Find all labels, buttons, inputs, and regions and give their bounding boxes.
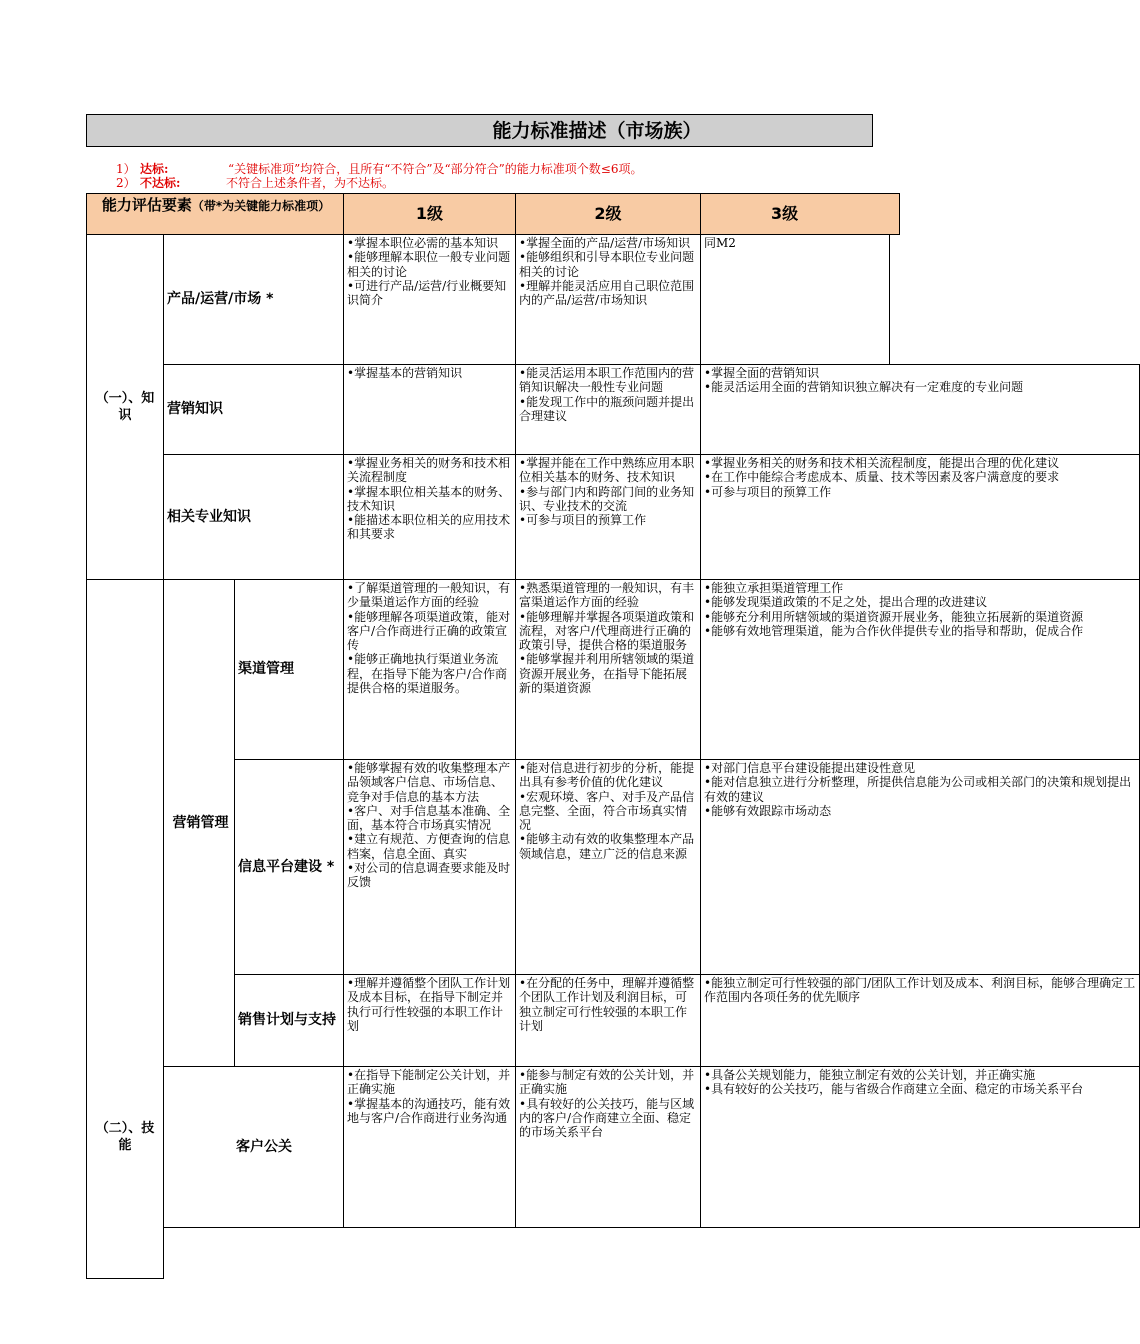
group-marketing-mgmt-label: 营销管理	[172, 814, 229, 831]
desc-channel-l1: •了解渠道管理的一般知识，有少量渠道运作方面的经验 •能够理解各项渠道政策，能对客户/合作商进行正确的政策宣传 •能够正确地执行渠道业务流程，在指导下能为客户/合作商提供合格的渠道服务。	[343, 579, 516, 760]
item-product	[163, 234, 344, 365]
item-channel	[234, 579, 344, 760]
rule-fail-text: 不符合上述条件者，为不达标。	[226, 176, 395, 190]
desc-related-l2: •掌握并能在工作中熟练应用本职位相关基本的财务、技术知识 •参与部门内和跨部门间的业务知识、专业技术的交流 •可参与项目的预算工作	[515, 454, 701, 580]
header-factor-sub: （带*为关键能力标准项）	[191, 199, 331, 213]
desc-product-l2: •掌握全面的产品/运营/市场知识 •能够组织和引导本职位专业问题相关的讨论 •理解并能灵活应用自己职位范围内的产品/运营/市场知识	[515, 234, 701, 365]
rule-fail-num: 2）	[116, 176, 136, 190]
desc-pr-l2: •能参与制定有效的公关计划，并正确实施 •具有较好的公关技巧，能与区域内的客户/合作商建立全面、稳定的市场关系平台	[515, 1066, 701, 1228]
desc-info-l1: •能够掌握有效的收集整理本产品领域客户信息、市场信息、竞争对手信息的基本方法 •客户、对手信息基本准确、全面，基本符合市场真实情况 •建立有规范、方便查询的信息档案，信息全面、真实 •对公司的信息调查要求能及时反馈	[343, 759, 516, 975]
desc-marketing-l1: •掌握基本的营销知识	[343, 364, 516, 455]
header-level-1: 1级	[343, 193, 516, 235]
group-marketing-mgmt	[163, 579, 235, 1067]
header-level-3: 3级	[700, 193, 900, 235]
desc-related-l1: •掌握业务相关的财务和技术相关流程制度 •掌握本职位相关基本的财务、技术知识 •能描述本职位相关的应用技术和其要求	[343, 454, 516, 580]
item-info-platform	[234, 759, 344, 975]
item-channel-label: 渠道管理	[238, 661, 294, 677]
item-sales-plan-label: 销售计划与支持	[238, 1012, 336, 1028]
desc-sales-l2: •在分配的任务中，理解并遵循整个团队工作计划及利润目标，可独立制定可行性较强的本职工作计划	[515, 974, 701, 1067]
desc-related-l3: •掌握业务相关的财务和技术相关流程制度，能提出合理的优化建议 •在工作中能综合考虑成本、质量、技术等因素及客户满意度的要求 •可参与项目的预算工作	[700, 454, 1140, 580]
desc-sales-l3: •能独立制定可行性较强的部门/团队工作计划及成本、利润目标，能够合理确定工作范围内各项任务的优先顺序	[700, 974, 1140, 1067]
item-sales-plan	[234, 974, 344, 1067]
spreadsheet	[86, 114, 1136, 1228]
category-skills-label: （二）、技能	[95, 1121, 155, 1153]
rule-fail-label: 不达标:	[140, 176, 181, 190]
item-customer-pr	[163, 1066, 344, 1228]
desc-pr-l3: •具备公关规划能力，能独立制定有效的公关计划，并正确实施 •具有较好的公关技巧，能与省级合作商建立全面、稳定的市场关系平台	[700, 1066, 1140, 1228]
rule-pass-num: 1）	[116, 162, 136, 176]
category-knowledge-label: （一）、知识	[95, 391, 155, 423]
item-marketing-label: 营销知识	[167, 401, 223, 417]
category-skills	[86, 579, 164, 1279]
desc-channel-l3: •能独立承担渠道管理工作 •能够发现渠道政策的不足之处，提出合理的改进建议 •能够充分利用所辖领域的渠道资源开展业务，能独立拓展新的渠道资源 •能够有效地管理渠道，能为合作伙伴提供专业的指导和帮助，促成合作	[700, 579, 1140, 760]
desc-marketing-l3: •掌握全面的营销知识 •能灵活运用全面的营销知识独立解决有一定难度的专业问题	[700, 364, 1140, 455]
sheet-title-text: 能力标准描述（市场族）	[492, 120, 702, 142]
desc-product-l3: 同M2	[700, 234, 890, 365]
desc-sales-l1: •理解并遵循整个团队工作计划及成本目标，在指导下制定并执行可行性较强的本职工作计划	[343, 974, 516, 1067]
desc-info-l2: •能对信息进行初步的分析，能提出具有参考价值的优化建议 •宏观环境、客户、对手及产品信息完整、全面，符合市场真实情况 •能够主动有效的收集整理本产品领域信息，建立广泛的信息来源	[515, 759, 701, 975]
item-info-platform-label: 信息平台建设 *	[238, 858, 335, 875]
rule-pass-text: “关键标准项”均符合，且所有“不符合”及“部分符合”的能力标准项个数≤6项。	[228, 162, 643, 176]
desc-pr-l1: •在指导下能制定公关计划，并正确实施 •掌握基本的沟通技巧，能有效地与客户/合作商进行业务沟通	[343, 1066, 516, 1228]
desc-product-l1: •掌握本职位必需的基本知识 •能够理解本职位一般专业问题相关的讨论 •可进行产品/运营/行业概要知识简介	[343, 234, 516, 365]
desc-info-l3: •对部门信息平台建设能提出建设性意见 •能对信息独立进行分析整理，所提供信息能为公司或相关部门的决策和规划提出有效的建议 •能够有效跟踪市场动态	[700, 759, 1140, 975]
item-product-label: 产品/运营/市场 *	[167, 291, 274, 307]
header-factor	[86, 193, 344, 235]
rule-pass-label: 达标:	[140, 162, 169, 176]
item-marketing	[163, 364, 344, 455]
sheet-title	[86, 114, 873, 147]
header-level-2: 2级	[515, 193, 701, 235]
item-customer-pr-label: 客户公关	[236, 1138, 292, 1155]
category-knowledge	[86, 234, 164, 580]
desc-marketing-l2: •能灵活运用本职工作范围内的营销知识解决一般性专业问题 •能发现工作中的瓶颈问题并提出合理建议	[515, 364, 701, 455]
desc-channel-l2: •熟悉渠道管理的一般知识，有丰富渠道运作方面的经验 •能够理解并掌握各项渠道政策和流程，对客户/代理商进行正确的政策引导，提供合格的渠道服务 •能够掌握并利用所辖领域的渠道资源开展业务，在指导下能拓展新的渠道资源	[515, 579, 701, 760]
item-related-label: 相关专业知识	[167, 508, 251, 525]
header-factor-main: 能力评估要素	[101, 196, 192, 214]
item-related	[163, 454, 344, 580]
